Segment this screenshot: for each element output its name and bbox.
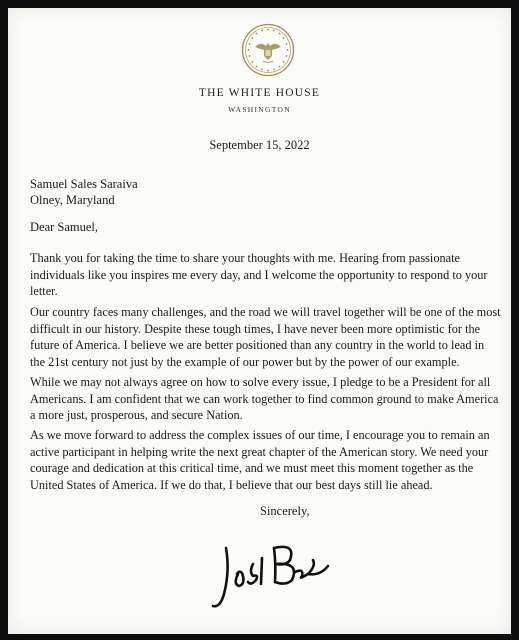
recipient-address (30, 176, 138, 208)
presidential-seal-icon (241, 23, 295, 77)
body-paragraph-2: Our country faces many challenges, and the road we will travel together will be one of the most difficult in our history. Despite these tough times, I have never been more optimistic for the future of America. I believe we are better positioned than any country in the world to lead in the 21st century not just by the example of our power but by the power of our example. (30, 305, 501, 369)
salutation: Dear Samuel, (30, 220, 99, 234)
body-paragraph-4: As we move forward to address the complex issues of our time, I encourage you to remain an active participant in helping write the next great chapter of the American story. We need your courage and dedication at this critical time, and we must meet this moment together as the United States of America. If we do that, I believe that our best days still lie ahead. (30, 428, 490, 492)
letterhead-title: THE WHITE HOUSE (198, 87, 321, 99)
body-paragraph-3: While we may not always agree on how to solve every issue, I pledge to be a President for all Americans. I am confident that we can work together to find common ground to make America a more just, prosperous, and secure Nation. (30, 375, 499, 423)
letterhead-subtitle: WASHINGTON (228, 105, 291, 114)
recipient-name: Samuel Sales Saraiva (30, 177, 138, 191)
letter-paper (8, 8, 511, 634)
recipient-location: Olney, Maryland (30, 193, 115, 207)
letter-date: September 15, 2022 (209, 138, 310, 152)
closing: Sincerely, (260, 504, 310, 518)
handwritten-signature-icon (204, 526, 344, 616)
body-paragraph-1: Thank you for taking the time to share your thoughts with me. Hearing from passionate individuals like you inspires me every day, and I welcome the opportunity to respond to your letter. (30, 251, 488, 299)
